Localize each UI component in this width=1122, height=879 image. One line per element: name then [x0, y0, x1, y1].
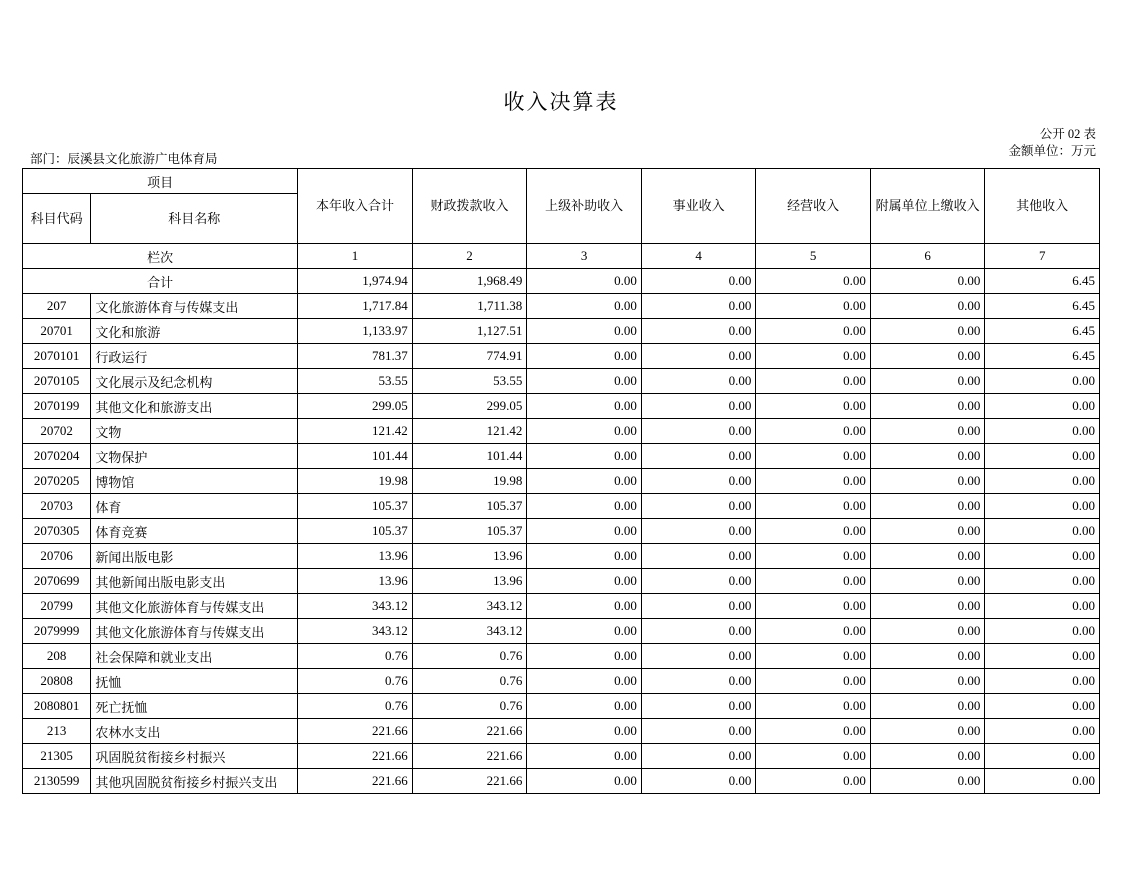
cell-value-6: 0.00: [870, 619, 985, 644]
header-col-2: 上级补助收入: [527, 169, 642, 244]
index-7: 7: [985, 244, 1100, 269]
cell-value-2: 299.05: [412, 394, 527, 419]
cell-value-1: 1,717.84: [298, 294, 413, 319]
cell-value-3: 0.00: [527, 344, 642, 369]
cell-value-2: 343.12: [412, 594, 527, 619]
table-row: [23, 644, 1100, 669]
cell-subject-name: 行政运行: [91, 344, 298, 369]
total-value-2: 1,968.49: [412, 269, 527, 294]
cell-subject-code: 2070105: [23, 369, 91, 394]
cell-value-1: 19.98: [298, 469, 413, 494]
cell-value-3: 0.00: [527, 394, 642, 419]
table-row: [23, 319, 1100, 344]
cell-value-5: 0.00: [756, 394, 871, 419]
cell-value-3: 0.00: [527, 619, 642, 644]
header-col-1: 财政拨款收入: [412, 169, 527, 244]
table-row: [23, 369, 1100, 394]
cell-value-6: 0.00: [870, 494, 985, 519]
table-row: [23, 444, 1100, 469]
cell-value-6: 0.00: [870, 419, 985, 444]
cell-value-7: 0.00: [985, 369, 1100, 394]
cell-value-1: 0.76: [298, 644, 413, 669]
table-row: [23, 469, 1100, 494]
cell-subject-code: 20808: [23, 669, 91, 694]
cell-value-5: 0.00: [756, 744, 871, 769]
cell-value-2: 13.96: [412, 544, 527, 569]
cell-value-7: 0.00: [985, 519, 1100, 544]
header-code: 科目代码: [23, 194, 91, 244]
cell-value-3: 0.00: [527, 719, 642, 744]
cell-value-4: 0.00: [641, 444, 756, 469]
table-row: [23, 594, 1100, 619]
cell-value-6: 0.00: [870, 744, 985, 769]
index-6: 6: [870, 244, 985, 269]
cell-subject-code: 2130599: [23, 769, 91, 794]
cell-value-2: 53.55: [412, 369, 527, 394]
cell-subject-code: 2070204: [23, 444, 91, 469]
cell-value-6: 0.00: [870, 669, 985, 694]
cell-subject-code: 2070699: [23, 569, 91, 594]
cell-value-2: 1,711.38: [412, 294, 527, 319]
cell-value-2: 105.37: [412, 494, 527, 519]
cell-value-3: 0.00: [527, 569, 642, 594]
total-value-5: 0.00: [756, 269, 871, 294]
table-row: [23, 669, 1100, 694]
cell-subject-name: 其他新闻出版电影支出: [91, 569, 298, 594]
cell-subject-code: 207: [23, 294, 91, 319]
cell-value-5: 0.00: [756, 769, 871, 794]
cell-value-5: 0.00: [756, 294, 871, 319]
cell-value-1: 53.55: [298, 369, 413, 394]
cell-value-2: 343.12: [412, 619, 527, 644]
cell-value-3: 0.00: [527, 469, 642, 494]
cell-subject-name: 文化和旅游: [91, 319, 298, 344]
cell-value-1: 0.76: [298, 694, 413, 719]
form-meta: [1008, 126, 1096, 160]
cell-subject-code: 2070199: [23, 394, 91, 419]
cell-value-5: 0.00: [756, 644, 871, 669]
header-col-3: 事业收入: [641, 169, 756, 244]
cell-value-6: 0.00: [870, 769, 985, 794]
cell-value-1: 221.66: [298, 744, 413, 769]
cell-value-1: 343.12: [298, 619, 413, 644]
total-label: 合计: [23, 269, 298, 294]
cell-subject-code: 213: [23, 719, 91, 744]
cell-subject-code: 208: [23, 644, 91, 669]
cell-value-5: 0.00: [756, 444, 871, 469]
cell-value-4: 0.00: [641, 319, 756, 344]
index-1: 1: [298, 244, 413, 269]
cell-value-5: 0.00: [756, 569, 871, 594]
cell-value-7: 0.00: [985, 444, 1100, 469]
cell-value-3: 0.00: [527, 294, 642, 319]
total-value-6: 0.00: [870, 269, 985, 294]
cell-value-6: 0.00: [870, 444, 985, 469]
cell-value-7: 0.00: [985, 419, 1100, 444]
cell-value-1: 13.96: [298, 569, 413, 594]
index-5: 5: [756, 244, 871, 269]
cell-subject-name: 抚恤: [91, 669, 298, 694]
cell-value-2: 1,127.51: [412, 319, 527, 344]
cell-value-5: 0.00: [756, 519, 871, 544]
cell-value-5: 0.00: [756, 344, 871, 369]
cell-value-5: 0.00: [756, 669, 871, 694]
cell-value-4: 0.00: [641, 294, 756, 319]
cell-subject-code: 20703: [23, 494, 91, 519]
cell-value-4: 0.00: [641, 394, 756, 419]
cell-subject-name: 博物馆: [91, 469, 298, 494]
cell-value-4: 0.00: [641, 369, 756, 394]
cell-subject-name: 其他巩固脱贫衔接乡村振兴支出: [91, 769, 298, 794]
cell-value-5: 0.00: [756, 694, 871, 719]
cell-subject-name: 巩固脱贫衔接乡村振兴: [91, 744, 298, 769]
cell-value-2: 19.98: [412, 469, 527, 494]
cell-value-1: 0.76: [298, 669, 413, 694]
table-row: [23, 419, 1100, 444]
cell-value-5: 0.00: [756, 494, 871, 519]
cell-value-7: 0.00: [985, 469, 1100, 494]
cell-value-6: 0.00: [870, 594, 985, 619]
cell-value-5: 0.00: [756, 419, 871, 444]
cell-value-3: 0.00: [527, 769, 642, 794]
cell-subject-code: 21305: [23, 744, 91, 769]
cell-subject-name: 文物: [91, 419, 298, 444]
cell-value-2: 774.91: [412, 344, 527, 369]
cell-subject-code: 20701: [23, 319, 91, 344]
cell-value-4: 0.00: [641, 519, 756, 544]
total-value-3: 0.00: [527, 269, 642, 294]
cell-value-4: 0.00: [641, 744, 756, 769]
index-4: 4: [641, 244, 756, 269]
total-value-7: 6.45: [985, 269, 1100, 294]
total-row: [23, 269, 1100, 294]
cell-value-6: 0.00: [870, 344, 985, 369]
cell-value-3: 0.00: [527, 369, 642, 394]
cell-value-1: 105.37: [298, 494, 413, 519]
table-row: [23, 719, 1100, 744]
cell-subject-name: 文化展示及纪念机构: [91, 369, 298, 394]
cell-value-2: 221.66: [412, 719, 527, 744]
cell-value-4: 0.00: [641, 344, 756, 369]
cell-value-1: 121.42: [298, 419, 413, 444]
cell-value-2: 0.76: [412, 644, 527, 669]
table-row: [23, 569, 1100, 594]
cell-value-3: 0.00: [527, 444, 642, 469]
cell-value-1: 781.37: [298, 344, 413, 369]
cell-subject-name: 体育竞赛: [91, 519, 298, 544]
cell-value-7: 0.00: [985, 744, 1100, 769]
table-row: [23, 694, 1100, 719]
table-row: [23, 744, 1100, 769]
table-row: [23, 344, 1100, 369]
cell-value-7: 0.00: [985, 719, 1100, 744]
cell-value-6: 0.00: [870, 569, 985, 594]
cell-value-2: 221.66: [412, 744, 527, 769]
header-name: 科目名称: [91, 194, 298, 244]
cell-value-4: 0.00: [641, 544, 756, 569]
cell-value-2: 0.76: [412, 669, 527, 694]
cell-subject-code: 2070101: [23, 344, 91, 369]
header-col-5: 附属单位上缴收入: [870, 169, 985, 244]
table-row: [23, 769, 1100, 794]
cell-value-7: 6.45: [985, 344, 1100, 369]
cell-value-7: 6.45: [985, 294, 1100, 319]
total-value-4: 0.00: [641, 269, 756, 294]
cell-subject-code: 2079999: [23, 619, 91, 644]
table-row: [23, 394, 1100, 419]
cell-value-3: 0.00: [527, 519, 642, 544]
cell-value-1: 221.66: [298, 719, 413, 744]
cell-value-6: 0.00: [870, 644, 985, 669]
cell-value-1: 1,133.97: [298, 319, 413, 344]
header-row-group: [23, 169, 1100, 194]
cell-value-7: 0.00: [985, 494, 1100, 519]
cell-value-1: 221.66: [298, 769, 413, 794]
cell-value-1: 101.44: [298, 444, 413, 469]
cell-value-5: 0.00: [756, 319, 871, 344]
header-col-0: 本年收入合计: [298, 169, 413, 244]
header-col-6: 其他收入: [985, 169, 1100, 244]
cell-value-4: 0.00: [641, 419, 756, 444]
cell-value-2: 0.76: [412, 694, 527, 719]
cell-value-1: 299.05: [298, 394, 413, 419]
cell-value-4: 0.00: [641, 694, 756, 719]
cell-value-7: 0.00: [985, 644, 1100, 669]
cell-subject-code: 2080801: [23, 694, 91, 719]
cell-value-6: 0.00: [870, 394, 985, 419]
cell-value-7: 0.00: [985, 769, 1100, 794]
cell-value-7: 0.00: [985, 619, 1100, 644]
cell-value-6: 0.00: [870, 694, 985, 719]
meta-row: [22, 127, 1100, 168]
amount-unit: 金额单位：万元: [1008, 144, 1096, 158]
cell-subject-name: 文物保护: [91, 444, 298, 469]
cell-value-4: 0.00: [641, 619, 756, 644]
cell-value-7: 0.00: [985, 669, 1100, 694]
cell-value-5: 0.00: [756, 369, 871, 394]
table-row: [23, 519, 1100, 544]
cell-value-5: 0.00: [756, 594, 871, 619]
page-title: 收入决算表: [503, 90, 619, 114]
cell-value-5: 0.00: [756, 719, 871, 744]
cell-value-6: 0.00: [870, 294, 985, 319]
cell-subject-code: 2070205: [23, 469, 91, 494]
table-row: [23, 494, 1100, 519]
cell-subject-code: 2070305: [23, 519, 91, 544]
cell-value-7: 0.00: [985, 694, 1100, 719]
cell-value-4: 0.00: [641, 594, 756, 619]
cell-subject-code: 20702: [23, 419, 91, 444]
cell-value-4: 0.00: [641, 569, 756, 594]
index-label: 栏次: [23, 244, 298, 269]
cell-value-7: 0.00: [985, 544, 1100, 569]
page: [0, 86, 1122, 879]
cell-value-3: 0.00: [527, 694, 642, 719]
cell-value-5: 0.00: [756, 544, 871, 569]
cell-subject-name: 其他文化旅游体育与传媒支出: [91, 619, 298, 644]
cell-value-2: 101.44: [412, 444, 527, 469]
cell-value-7: 0.00: [985, 594, 1100, 619]
cell-value-4: 0.00: [641, 494, 756, 519]
cell-value-2: 121.42: [412, 419, 527, 444]
cell-value-1: 13.96: [298, 544, 413, 569]
cell-value-3: 0.00: [527, 544, 642, 569]
cell-value-5: 0.00: [756, 469, 871, 494]
cell-value-7: 6.45: [985, 319, 1100, 344]
income-final-accounts-table: [22, 168, 1100, 794]
cell-subject-name: 新闻出版电影: [91, 544, 298, 569]
cell-value-7: 0.00: [985, 569, 1100, 594]
cell-value-2: 221.66: [412, 769, 527, 794]
total-value-1: 1,974.94: [298, 269, 413, 294]
cell-value-3: 0.00: [527, 669, 642, 694]
cell-value-4: 0.00: [641, 719, 756, 744]
cell-value-4: 0.00: [641, 769, 756, 794]
department-label: 部门：辰溪县文化旅游广电体育局: [30, 152, 218, 166]
cell-value-5: 0.00: [756, 619, 871, 644]
cell-value-6: 0.00: [870, 469, 985, 494]
table-row: [23, 294, 1100, 319]
cell-value-4: 0.00: [641, 669, 756, 694]
cell-value-6: 0.00: [870, 319, 985, 344]
cell-subject-name: 死亡抚恤: [91, 694, 298, 719]
cell-subject-name: 农林水支出: [91, 719, 298, 744]
cell-subject-name: 文化旅游体育与传媒支出: [91, 294, 298, 319]
cell-subject-name: 体育: [91, 494, 298, 519]
cell-value-3: 0.00: [527, 744, 642, 769]
cell-subject-name: 其他文化旅游体育与传媒支出: [91, 594, 298, 619]
table-row: [23, 544, 1100, 569]
cell-value-4: 0.00: [641, 469, 756, 494]
cell-value-3: 0.00: [527, 319, 642, 344]
cell-value-6: 0.00: [870, 519, 985, 544]
cell-value-3: 0.00: [527, 594, 642, 619]
cell-value-1: 343.12: [298, 594, 413, 619]
header-index-row: [23, 244, 1100, 269]
cell-subject-name: 其他文化和旅游支出: [91, 394, 298, 419]
cell-subject-name: 社会保障和就业支出: [91, 644, 298, 669]
cell-value-1: 105.37: [298, 519, 413, 544]
cell-value-7: 0.00: [985, 394, 1100, 419]
cell-value-6: 0.00: [870, 544, 985, 569]
cell-subject-code: 20706: [23, 544, 91, 569]
cell-value-2: 13.96: [412, 569, 527, 594]
cell-value-3: 0.00: [527, 494, 642, 519]
index-3: 3: [527, 244, 642, 269]
cell-value-2: 105.37: [412, 519, 527, 544]
index-2: 2: [412, 244, 527, 269]
cell-value-3: 0.00: [527, 644, 642, 669]
cell-value-3: 0.00: [527, 419, 642, 444]
header-item-group: 项目: [23, 169, 298, 194]
form-number: 公开 02 表: [1039, 127, 1096, 141]
header-col-4: 经营收入: [756, 169, 871, 244]
cell-value-4: 0.00: [641, 644, 756, 669]
cell-value-6: 0.00: [870, 719, 985, 744]
cell-value-6: 0.00: [870, 369, 985, 394]
table-row: [23, 619, 1100, 644]
cell-subject-code: 20799: [23, 594, 91, 619]
